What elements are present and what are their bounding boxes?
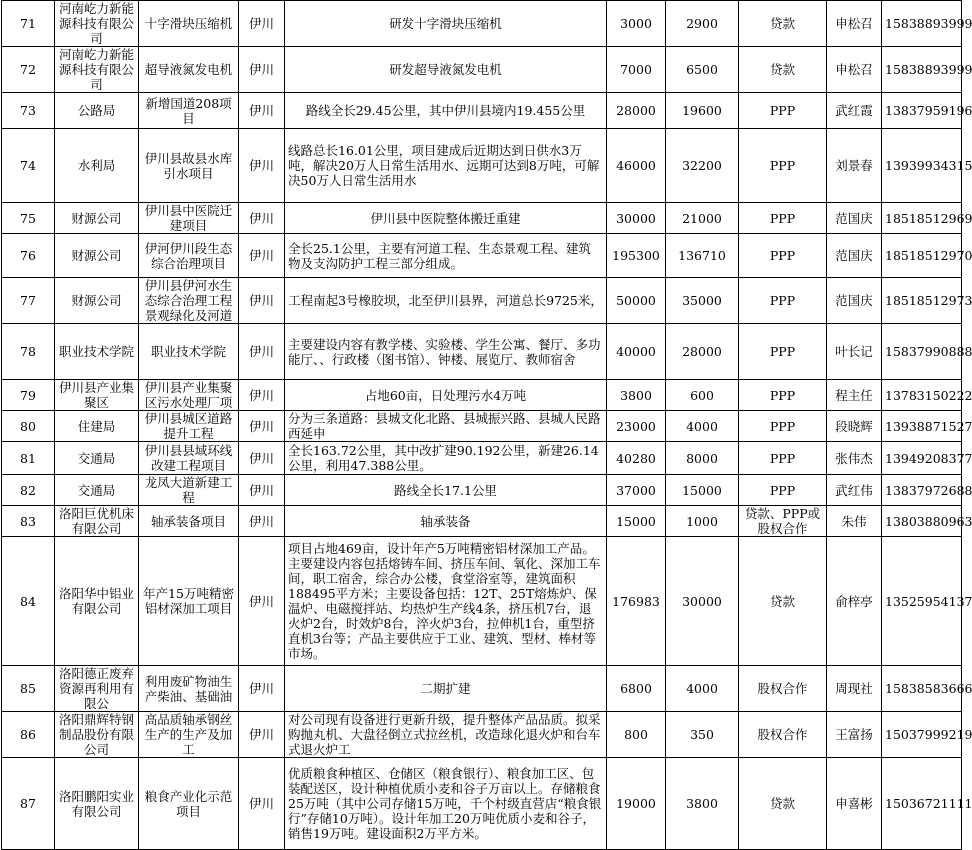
contact-phone: 18518512969 [882, 203, 962, 234]
location: 伊川 [239, 475, 285, 506]
unit-name: 住建局 [55, 411, 139, 442]
table-row [2, 475, 962, 506]
financing-method: PPP [739, 411, 827, 442]
table-row [2, 411, 962, 442]
construction-content: 工程南起3号橡胶坝，北至伊川县界，河道总长9725米， [285, 278, 607, 324]
construction-content: 伊川县中医院整体搬迁重建 [285, 203, 607, 234]
financing-method: PPP [739, 324, 827, 380]
planned-investment: 30000 [666, 537, 739, 666]
contact-person: 张伟杰 [827, 442, 882, 475]
contact-person: 俞梓亭 [827, 537, 882, 666]
contact-person: 范国庆 [827, 278, 882, 324]
row-number: 72 [2, 47, 55, 93]
row-number: 76 [2, 234, 55, 278]
location: 伊川 [239, 47, 285, 93]
construction-content: 占地60亩，日处理污水4万吨 [285, 380, 607, 411]
contact-person: 申松召 [827, 1, 882, 47]
unit-name: 洛阳巨优机床有限公司 [55, 506, 139, 537]
project-name: 龙凤大道新建工程 [139, 475, 239, 506]
location: 伊川 [239, 537, 285, 666]
unit-name: 洛阳华中铝业有限公司 [55, 537, 139, 666]
financing-method: PPP [739, 93, 827, 129]
project-name: 十字滑块压缩机 [139, 1, 239, 47]
table-row [2, 537, 962, 666]
total-investment: 50000 [607, 278, 666, 324]
contact-person: 范国庆 [827, 234, 882, 278]
construction-content: 路线全长17.1公里 [285, 475, 607, 506]
project-name: 职业技术学院 [139, 324, 239, 380]
contact-person: 程主任 [827, 380, 882, 411]
row-number: 85 [2, 666, 55, 712]
contact-phone: 15838893999 [882, 47, 962, 93]
construction-content: 项目占地469亩，设计年产5万吨精密铝材深加工产品。主要建设内容包括熔铸车间、挤压车间、氧化、深加工车间，职工宿舍，综合办公楼，食堂浴室等，建筑面积188495平方米；主要设备包括：12T、25T熔炼炉、保温炉、电磁搅拌站、均热炉生产线4条，挤压机7台，退火炉2台，时效炉8台，淬火炉3台，拉伸机1台，重型挤直机3台等；产品主要供应于工业、建筑、型材、棒材等市场。 [285, 537, 607, 666]
planned-investment: 1000 [666, 506, 739, 537]
financing-method: 股权合作 [739, 712, 827, 758]
row-number: 84 [2, 537, 55, 666]
total-investment: 40000 [607, 324, 666, 380]
unit-name: 洛阳鼎辉特钢制品股份有限公司 [55, 712, 139, 758]
construction-content: 对公司现有设备进行更新升级，提升整体产品品质。拟采购抛丸机、大盘径倒立式拉丝机，改造球化退火炉和台车式退火炉工 [285, 712, 607, 758]
contact-phone: 13939934315 [882, 129, 962, 203]
table-row [2, 129, 962, 203]
planned-investment: 35000 [666, 278, 739, 324]
project-name: 伊川县县域环线改建工程项目 [139, 442, 239, 475]
total-investment: 15000 [607, 506, 666, 537]
total-investment: 37000 [607, 475, 666, 506]
construction-content: 全长25.1公里，主要有河道工程、生态景观工程、建筑物及支沟防护工程三部分组成。 [285, 234, 607, 278]
construction-content: 路线全长29.45公里，其中伊川县境内19.455公里 [285, 93, 607, 129]
contact-person: 申松召 [827, 47, 882, 93]
total-investment: 176983 [607, 537, 666, 666]
location: 伊川 [239, 506, 285, 537]
row-number: 74 [2, 129, 55, 203]
location: 伊川 [239, 93, 285, 129]
contact-person: 王富扬 [827, 712, 882, 758]
contact-phone: 15838893999 [882, 1, 962, 47]
total-investment: 19000 [607, 758, 666, 850]
construction-content: 线路总长16.01公里，项目建成后近期达到日供水3万吨，解决20万人日常生活用水、远期可达到8万吨，可解决50万人日常生活用水 [285, 129, 607, 203]
total-investment: 28000 [607, 93, 666, 129]
construction-content: 轴承装备 [285, 506, 607, 537]
unit-name: 财源公司 [55, 278, 139, 324]
table-row [2, 380, 962, 411]
planned-investment: 2900 [666, 1, 739, 47]
project-name: 伊川县伊河水生态综合治理工程景观绿化及河道 [139, 278, 239, 324]
contact-person: 刘景春 [827, 129, 882, 203]
planned-investment: 28000 [666, 324, 739, 380]
contact-phone: 15037999219 [882, 712, 962, 758]
location: 伊川 [239, 758, 285, 850]
location: 伊川 [239, 712, 285, 758]
financing-method: 贷款 [739, 537, 827, 666]
location: 伊川 [239, 324, 285, 380]
row-number: 80 [2, 411, 55, 442]
location: 伊川 [239, 234, 285, 278]
table-row [2, 47, 962, 93]
row-number: 81 [2, 442, 55, 475]
financing-method: PPP [739, 380, 827, 411]
total-investment: 23000 [607, 411, 666, 442]
financing-method: PPP [739, 442, 827, 475]
unit-name: 财源公司 [55, 234, 139, 278]
contact-phone: 15837990888 [882, 324, 962, 380]
unit-name: 职业技术学院 [55, 324, 139, 380]
total-investment: 46000 [607, 129, 666, 203]
contact-phone: 18518512970 [882, 234, 962, 278]
contact-person: 朱伟 [827, 506, 882, 537]
location: 伊川 [239, 411, 285, 442]
planned-investment: 4000 [666, 666, 739, 712]
project-name: 伊河伊川段生态综合治理项目 [139, 234, 239, 278]
contact-person: 申喜彬 [827, 758, 882, 850]
table-row [2, 1, 962, 47]
table-row [2, 203, 962, 234]
row-number: 79 [2, 380, 55, 411]
project-name: 新增国道208项目 [139, 93, 239, 129]
construction-content: 全长163.72公里，其中改扩建90.192公里，新建26.14公里，利用47.388公里。 [285, 442, 607, 475]
planned-investment: 15000 [666, 475, 739, 506]
total-investment: 7000 [607, 47, 666, 93]
construction-content: 研发超导液氮发电机 [285, 47, 607, 93]
project-name: 伊川县城区道路提升工程 [139, 411, 239, 442]
unit-name: 交通局 [55, 442, 139, 475]
location: 伊川 [239, 203, 285, 234]
construction-content: 主要建设内容有教学楼、实验楼、学生公寓、餐厅、多功能厅、、行政楼（图书馆）、钟楼、展览厅、教师宿舍 [285, 324, 607, 380]
planned-investment: 8000 [666, 442, 739, 475]
table-row [2, 324, 962, 380]
unit-name: 河南屹力新能源科技有限公司 [55, 1, 139, 47]
row-number: 87 [2, 758, 55, 850]
unit-name: 伊川县产业集聚区 [55, 380, 139, 411]
unit-name: 财源公司 [55, 203, 139, 234]
row-number: 73 [2, 93, 55, 129]
project-name: 年产15万吨精密铝材深加工项目 [139, 537, 239, 666]
planned-investment: 3800 [666, 758, 739, 850]
construction-content: 分为三条道路：县城文化北路、县城振兴路、县城人民路西延申 [285, 411, 607, 442]
financing-method: PPP [739, 475, 827, 506]
financing-method: PPP [739, 129, 827, 203]
table-row [2, 93, 962, 129]
table-row [2, 442, 962, 475]
financing-method: PPP [739, 234, 827, 278]
financing-method: 股权合作 [739, 666, 827, 712]
unit-name: 公路局 [55, 93, 139, 129]
total-investment: 800 [607, 712, 666, 758]
location: 伊川 [239, 666, 285, 712]
contact-person: 武红伟 [827, 475, 882, 506]
table-row [2, 234, 962, 278]
total-investment: 30000 [607, 203, 666, 234]
table-row [2, 712, 962, 758]
planned-investment: 21000 [666, 203, 739, 234]
planned-investment: 350 [666, 712, 739, 758]
total-investment: 3000 [607, 1, 666, 47]
project-name: 轴承装备项目 [139, 506, 239, 537]
contact-phone: 13803880963 [882, 506, 962, 537]
financing-method: PPP [739, 278, 827, 324]
location: 伊川 [239, 442, 285, 475]
unit-name: 水利局 [55, 129, 139, 203]
location: 伊川 [239, 1, 285, 47]
planned-investment: 136710 [666, 234, 739, 278]
financing-method: 贷款 [739, 1, 827, 47]
row-number: 86 [2, 712, 55, 758]
project-name: 粮食产业化示范项目 [139, 758, 239, 850]
contact-phone: 18518512973 [882, 278, 962, 324]
table-row [2, 506, 962, 537]
project-name: 利用废矿物油生产柴油、基础油 [139, 666, 239, 712]
total-investment: 3800 [607, 380, 666, 411]
planned-investment: 6500 [666, 47, 739, 93]
project-name: 伊川县产业集聚区污水处理厂项 [139, 380, 239, 411]
financing-method: 贷款 [739, 758, 827, 850]
construction-content: 二期扩建 [285, 666, 607, 712]
construction-content: 研发十字滑块压缩机 [285, 1, 607, 47]
project-name: 伊川县故县水库引水项目 [139, 129, 239, 203]
unit-name: 洛阳德正废弃资源再利用有限公 [55, 666, 139, 712]
total-investment: 195300 [607, 234, 666, 278]
contact-person: 周现社 [827, 666, 882, 712]
project-name: 伊川县中医院迁建项目 [139, 203, 239, 234]
row-number: 78 [2, 324, 55, 380]
planned-investment: 600 [666, 380, 739, 411]
contact-person: 武红霞 [827, 93, 882, 129]
contact-phone: 13837972688 [882, 475, 962, 506]
contact-phone: 13783150222 [882, 380, 962, 411]
unit-name: 交通局 [55, 475, 139, 506]
planned-investment: 19600 [666, 93, 739, 129]
unit-name: 河南屹力新能源科技有限公司 [55, 47, 139, 93]
table-row [2, 758, 962, 850]
contact-phone: 13525954137 [882, 537, 962, 666]
contact-person: 段晓辉 [827, 411, 882, 442]
project-table [1, 0, 972, 850]
table-row [2, 666, 962, 712]
contact-phone: 13949208377 [882, 442, 962, 475]
location: 伊川 [239, 129, 285, 203]
project-name: 超导液氮发电机 [139, 47, 239, 93]
table-body [2, 1, 972, 850]
row-number: 77 [2, 278, 55, 324]
planned-investment: 4000 [666, 411, 739, 442]
table-row [2, 278, 962, 324]
location: 伊川 [239, 380, 285, 411]
financing-method: 贷款 [739, 47, 827, 93]
construction-content: 优质粮食种植区、仓储区（粮食银行）、粮食加工区、包装配送区，设计种植优质小麦和谷子万亩以上。存储粮食25万吨（其中公司存储15万吨，千个村级直营店“粮食银行”存储10万吨）。设计年加工20万吨优质小麦和谷子，销售19万吨。建设面积2万平方米。 [285, 758, 607, 850]
contact-phone: 13938871527 [882, 411, 962, 442]
contact-phone: 15036721111 [882, 758, 962, 850]
location: 伊川 [239, 278, 285, 324]
financing-method: 贷款、PPP或股权合作 [739, 506, 827, 537]
row-number: 83 [2, 506, 55, 537]
contact-person: 范国庆 [827, 203, 882, 234]
row-number: 71 [2, 1, 55, 47]
project-name: 高品质轴承钢丝生产的生产及加工 [139, 712, 239, 758]
row-number: 75 [2, 203, 55, 234]
planned-investment: 32200 [666, 129, 739, 203]
total-investment: 6800 [607, 666, 666, 712]
row-number: 82 [2, 475, 55, 506]
total-investment: 40280 [607, 442, 666, 475]
unit-name: 洛阳鹏阳实业有限公司 [55, 758, 139, 850]
contact-phone: 15838583666 [882, 666, 962, 712]
contact-phone: 13837959196 [882, 93, 962, 129]
financing-method: PPP [739, 203, 827, 234]
contact-person: 叶长记 [827, 324, 882, 380]
